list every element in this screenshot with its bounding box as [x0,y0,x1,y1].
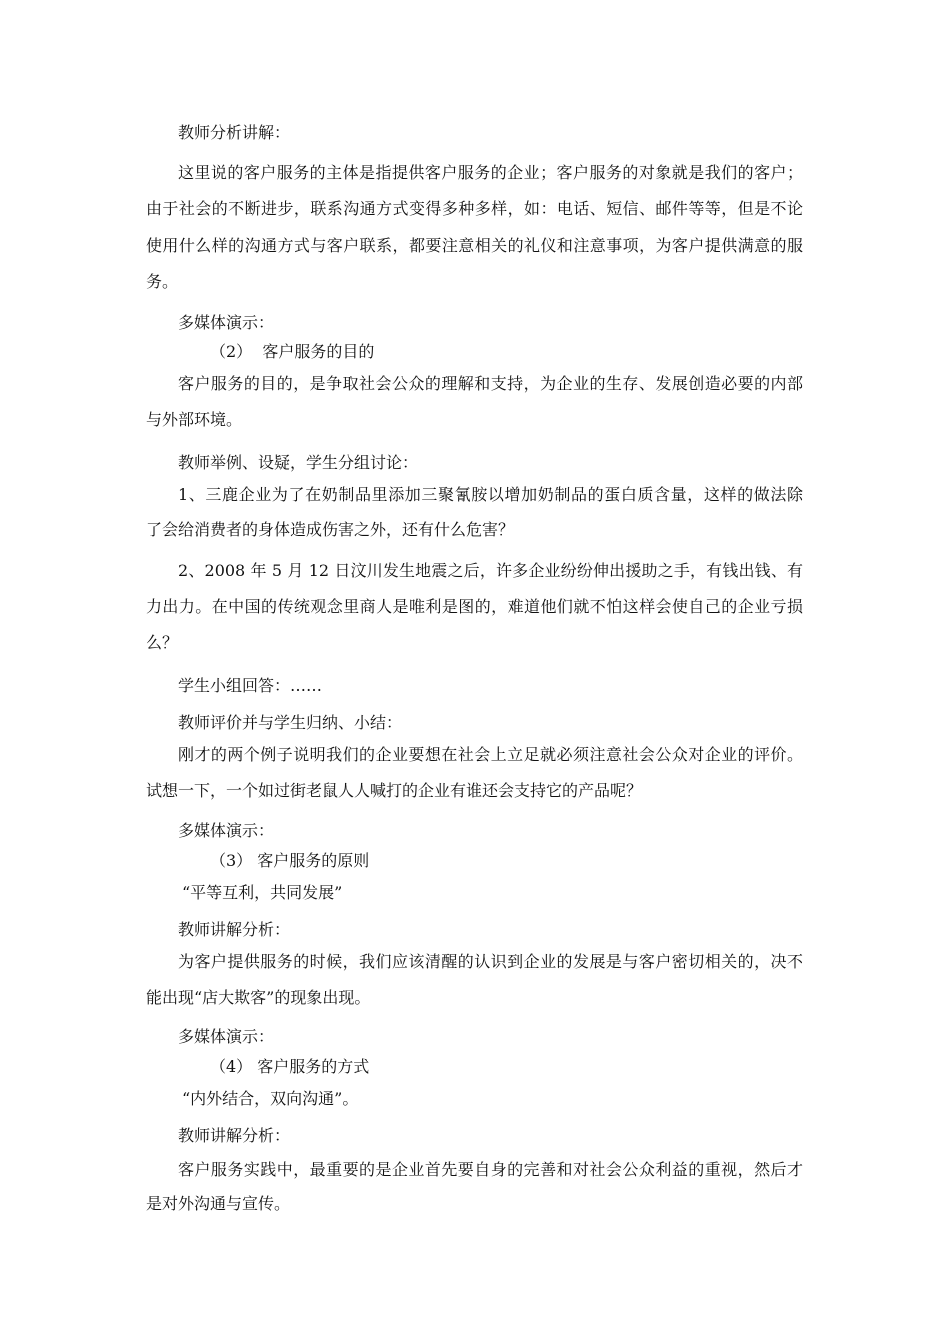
paragraph-line: 了会给消费者的身体造成伤害之外，还有什么危害？ [146,520,515,539]
paragraph-line: 客户服务的目的，是争取社会公众的理解和支持，为企业的生存、发展创造必要的内部 [178,374,803,393]
paragraph-line: 2、2008 年 5 月 12 日汶川发生地震之后，许多企业纷纷伸出援助之手，有钱出钱、有 [178,561,803,580]
subheading-method: （4） 客户服务的方式 [210,1057,370,1076]
heading-teacher-analysis: 教师讲解分析： [178,1126,291,1145]
heading-multimedia: 多媒体演示： [178,821,275,840]
quote-method: “内外结合，双向沟通”。 [182,1089,359,1108]
paragraph-line: 这里说的客户服务的主体是指提供客户服务的企业；客户服务的对象就是我们的客户； [178,163,803,182]
subheading-purpose: （2） 客户服务的目的 [210,342,375,361]
paragraph-line: 务。 [146,272,179,291]
heading-teacher-analysis: 教师讲解分析： [178,920,291,939]
paragraph-line: 刚才的两个例子说明我们的企业要想在社会上立足就必须注意社会公众对企业的评价。 [178,745,803,764]
paragraph-line: 力出力。在中国的传统观念里商人是唯利是图的，难道他们就不怕这样会使自己的企业亏损 [146,597,803,616]
paragraph-line: 与外部环境。 [146,410,243,429]
paragraph-line: 使用什么样的沟通方式与客户联系，都要注意相关的礼仪和注意事项，为客户提供满意的服 [146,236,803,255]
heading-multimedia: 多媒体演示： [178,313,275,332]
heading-teacher-summary: 教师评价并与学生归纳、小结： [178,713,403,732]
paragraph-line: 么？ [146,633,179,652]
subheading-principle: （3） 客户服务的原则 [210,851,370,870]
paragraph-line: 由于社会的不断进步，联系沟通方式变得多种多样，如：电话、短信、邮件等等，但是不论 [146,199,803,218]
heading-discussion: 教师举例、设疑，学生分组讨论： [178,453,419,472]
paragraph-line: 1、三鹿企业为了在奶制品里添加三聚氰胺以增加奶制品的蛋白质含量，这样的做法除 [178,485,803,504]
heading-teacher-analysis: 教师分析讲解： [178,123,291,142]
heading-student-answer: 学生小组回答：…… [178,676,323,695]
quote-principle: “平等互利，共同发展” [182,883,343,902]
paragraph-line: 是对外沟通与宣传。 [146,1194,291,1213]
paragraph-line: 客户服务实践中，最重要的是企业首先要自身的完善和对社会公众利益的重视，然后才 [178,1160,803,1179]
heading-multimedia: 多媒体演示： [178,1027,275,1046]
paragraph-line: 试想一下，一个如过街老鼠人人喊打的企业有谁还会支持它的产品呢？ [146,781,643,800]
paragraph-line: 为客户提供服务的时候，我们应该清醒的认识到企业的发展是与客户密切相关的，决不 [178,952,803,971]
paragraph-line: 能出现“店大欺客”的现象出现。 [146,988,371,1007]
